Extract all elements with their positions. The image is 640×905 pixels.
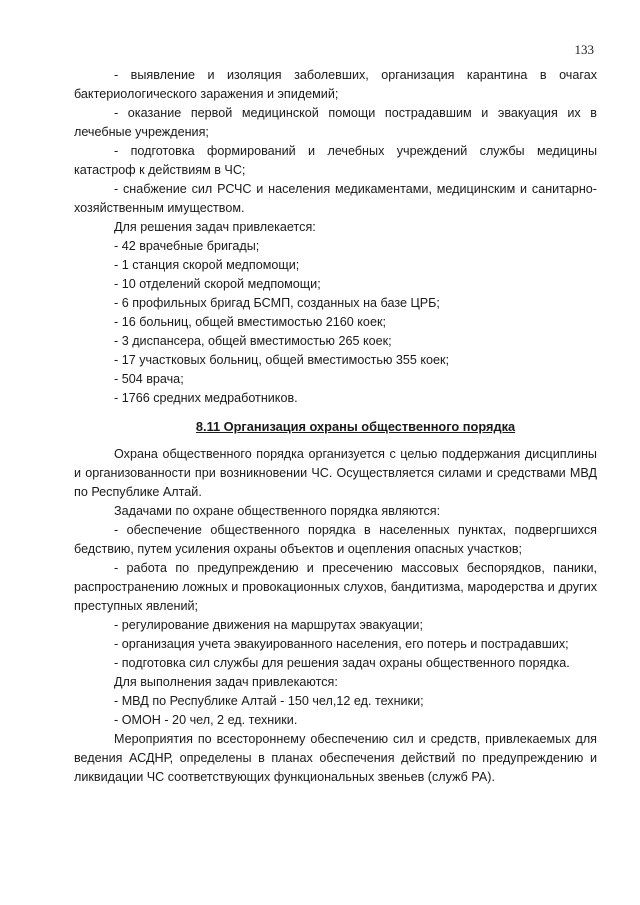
task-paragraph: - снабжение сил РСЧС и населения медикаментами, медицинским и санитарно-хозяйственным имуществом. <box>74 182 597 215</box>
task-paragraph: - обеспечение общественного порядка в населенных пунктах, подвергшихся бедствию, путем усиления охраны объектов и оцепления опасных участков; <box>74 523 597 556</box>
task-paragraph: - подготовка формирований и лечебных учреждений службы медицины катастроф к действиям в ЧС; <box>74 144 597 177</box>
task-paragraph: - оказание первой медицинской помощи пострадавшим и эвакуация их в лечебные учреждения; <box>74 106 597 139</box>
section-heading: 8.11 Организация охраны общественного порядка <box>195 419 516 434</box>
list-item: - 10 отделений скорой медпомощи; <box>114 277 321 291</box>
task-paragraph: - работа по предупреждению и пресечению массовых беспорядков, паники, распространению ложных и провокационных слухов, бандитизма, мародерства и других преступных явлений; <box>74 561 597 613</box>
list-item: - 1 станция скорой медпомощи; <box>114 258 300 272</box>
page-content <box>74 66 597 787</box>
list-item: - 17 участковых больниц, общей вместимостью 355 коек; <box>114 353 450 367</box>
list-item: - ОМОН - 20 чел, 2 ед. техники. <box>114 713 298 727</box>
closing-paragraph: Мероприятия по всестороннему обеспечению сил и средств, привлекаемых для ведения АСДНР, определены в планах обеспечения действий по предупреждению и ликвидации ЧС соответствующих функциональных звеньев (служб РА). <box>74 732 597 784</box>
resources-intro: Для выполнения задач привлекаются: <box>114 675 338 689</box>
task-paragraph: - выявление и изоляция заболевших, организация карантина в очагах бактериологического заражения и эпидемий; <box>74 68 597 101</box>
list-item: - 16 больниц, общей вместимостью 2160 коек; <box>114 315 386 329</box>
list-item: - регулирование движения на маршрутах эвакуации; <box>114 618 423 632</box>
list-item: - подготовка сил службы для решения задач охраны общественного порядка. <box>114 656 570 670</box>
page-number: 133 <box>574 42 594 57</box>
list-item: - 6 профильных бригад БСМП, созданных на базе ЦРБ; <box>114 296 440 310</box>
list-item: - МВД по Республике Алтай - 150 чел,12 ед. техники; <box>114 694 424 708</box>
body-paragraph: Задачами по охране общественного порядка являются: <box>114 504 441 518</box>
list-item: - 504 врача; <box>114 372 184 386</box>
list-item: - 1766 средних медработников. <box>114 391 298 405</box>
list-item: - 3 диспансера, общей вместимостью 265 коек; <box>114 334 392 348</box>
body-paragraph: Охрана общественного порядка организуется с целью поддержания дисциплины и организованности при возникновении ЧС. Осуществляется силами и средствами МВД по Республике Алтай. <box>74 447 597 499</box>
resources-intro: Для решения задач привлекается: <box>114 220 316 234</box>
list-item: - организация учета эвакуированного населения, его потерь и пострадавших; <box>114 637 569 651</box>
list-item: - 42 врачебные бригады; <box>114 239 260 253</box>
